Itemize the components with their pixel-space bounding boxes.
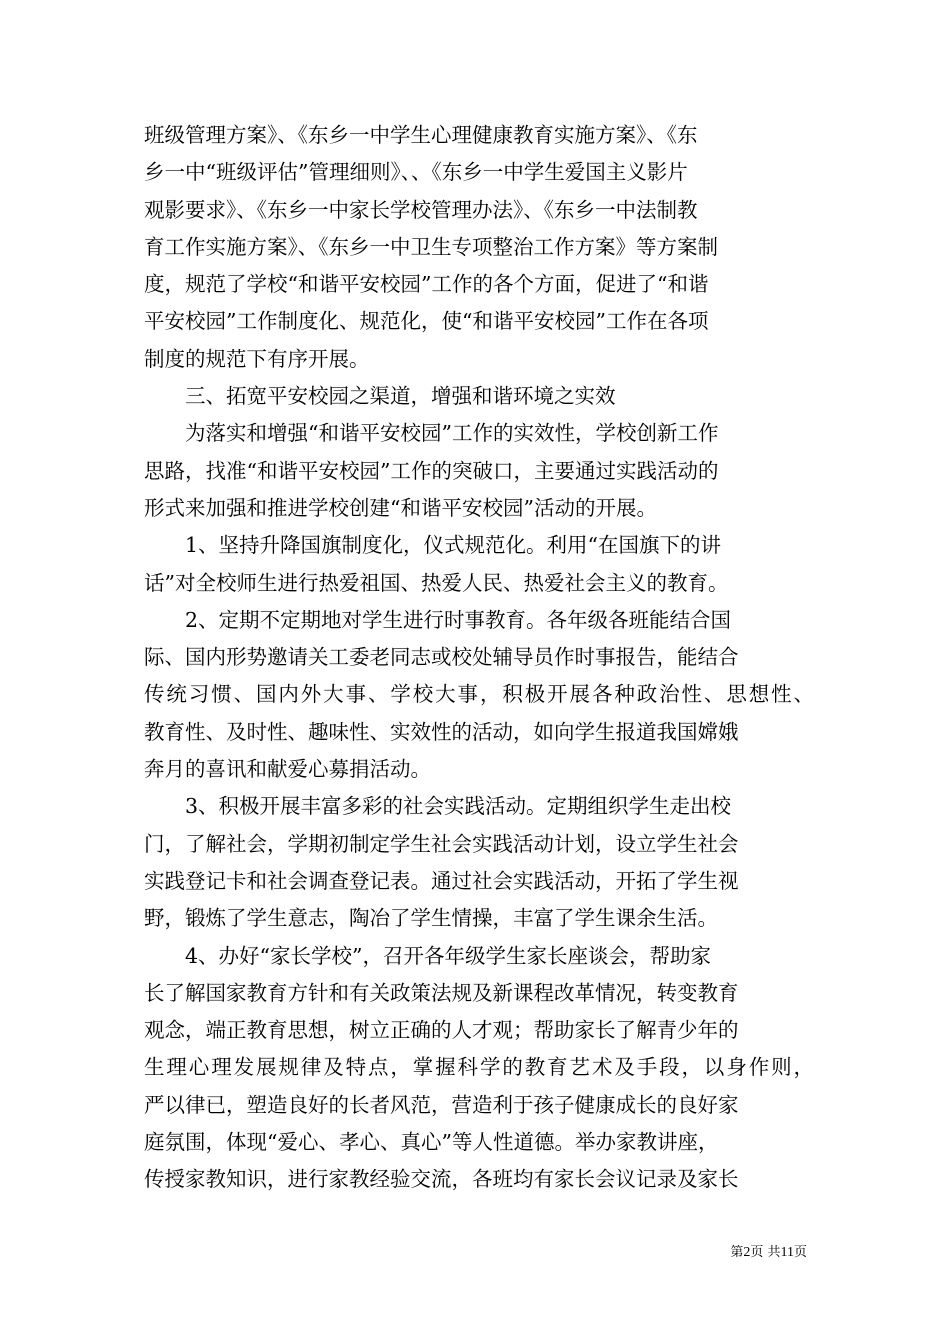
text-line: 观影要求》、《东乡一中家长学校管理办法》、《东乡一中法制教 [144, 197, 698, 222]
text-line: 4、办好“家长学校”，召开各年级学生家长座谈会，帮助家 [144, 943, 712, 968]
text-line: 野，锻炼了学生意志，陶冶了学生情操，丰富了学生课余生活。 [144, 906, 718, 931]
text-line: 三、拓宽平安校园之渠道，增强和谐环境之实效 [144, 384, 616, 409]
page-footer [0, 1244, 807, 1262]
footer-prefix: 第 [730, 1245, 744, 1260]
text-line: 乡一中“班级评估”管理细则》、、《东乡一中学生爱国主义影片 [144, 160, 688, 185]
text-line: 班级管理方案》、《东乡一中学生心理健康教育实施方案》、《东 [144, 123, 698, 147]
footer-middle: 页 共 [750, 1245, 781, 1260]
text-line: 观念，端正教育思想，树立正确的人才观；帮助家长了解青少年的 [144, 1018, 739, 1043]
footer-suffix: 页 [793, 1245, 807, 1260]
text-line: 形式来加强和推进学校创建“和谐平安校园”活动的开展。 [144, 495, 657, 520]
text-line: 话”对全校师生进行热爱祖国、热爱人民、热爱社会主义的教育。 [144, 570, 729, 595]
text-line: 实践登记卡和社会调查登记表。通过社会实践活动，开拓了学生视 [144, 868, 739, 893]
text-line: 3、积极开展丰富多彩的社会实践活动。定期组织学生走出校 [144, 794, 732, 819]
current-page-number: 2 [743, 1245, 751, 1260]
text-line: 1、坚持升降国旗制度化，仪式规范化。利用“在国旗下的讲 [144, 533, 722, 558]
text-line: 传统习惯、国内外大事、学校大事，积极开展各种政治性、思想性、 [144, 682, 816, 707]
text-line: 2、定期不定期地对学生进行时事教育。各年级各班能结合国 [144, 607, 732, 632]
text-line: 生理心理发展规律及特点，掌握科学的教育艺术及手段，以身作则， [144, 1055, 816, 1080]
text-line: 为落实和增强“和谐平安校园”工作的实效性，学校创新工作 [144, 421, 719, 446]
body-text [144, 117, 814, 1199]
text-line: 庭氛围，体现“爱心、孝心、真心”等人性道德。举办家教讲座， [144, 1130, 719, 1155]
text-line: 思路，找准“和谐平安校园”工作的突破口，主要通过实践活动的 [144, 458, 719, 483]
text-line: 严以律已，塑造良好的长者风范，营造利于孩子健康成长的良好家 [144, 1092, 739, 1117]
text-line: 奔月的喜讯和献爱心募捐活动。 [144, 757, 431, 782]
text-line: 门，了解社会，学期初制定学生社会实践活动计划，设立学生社会 [144, 831, 739, 856]
text-line: 育工作实施方案》、《东乡一中卫生专项整治工作方案》等方案制 [144, 234, 718, 259]
text-line: 度，规范了学校“和谐平安校园”工作的各个方面，促进了“和谐 [144, 272, 709, 297]
text-line: 教育性、及时性、趣味性、实效性的活动，如向学生报道我国嫦娥 [144, 719, 739, 744]
text-line: 平安校园”工作制度化、规范化，使“和谐平安校园”工作在各项 [144, 309, 709, 334]
text-line: 传授家教知识，进行家教经验交流，各班均有家长会议记录及家长 [144, 1167, 739, 1192]
text-line: 际、国内形势邀请关工委老同志或校处辅导员作时事报告，能结合 [144, 645, 739, 670]
text-line: 长了解国家教育方针和有关政策法规及新课程改革情况，转变教育 [144, 980, 739, 1005]
total-pages-number: 11 [780, 1245, 794, 1260]
text-line: 制度的规范下有序开展。 [144, 346, 370, 371]
